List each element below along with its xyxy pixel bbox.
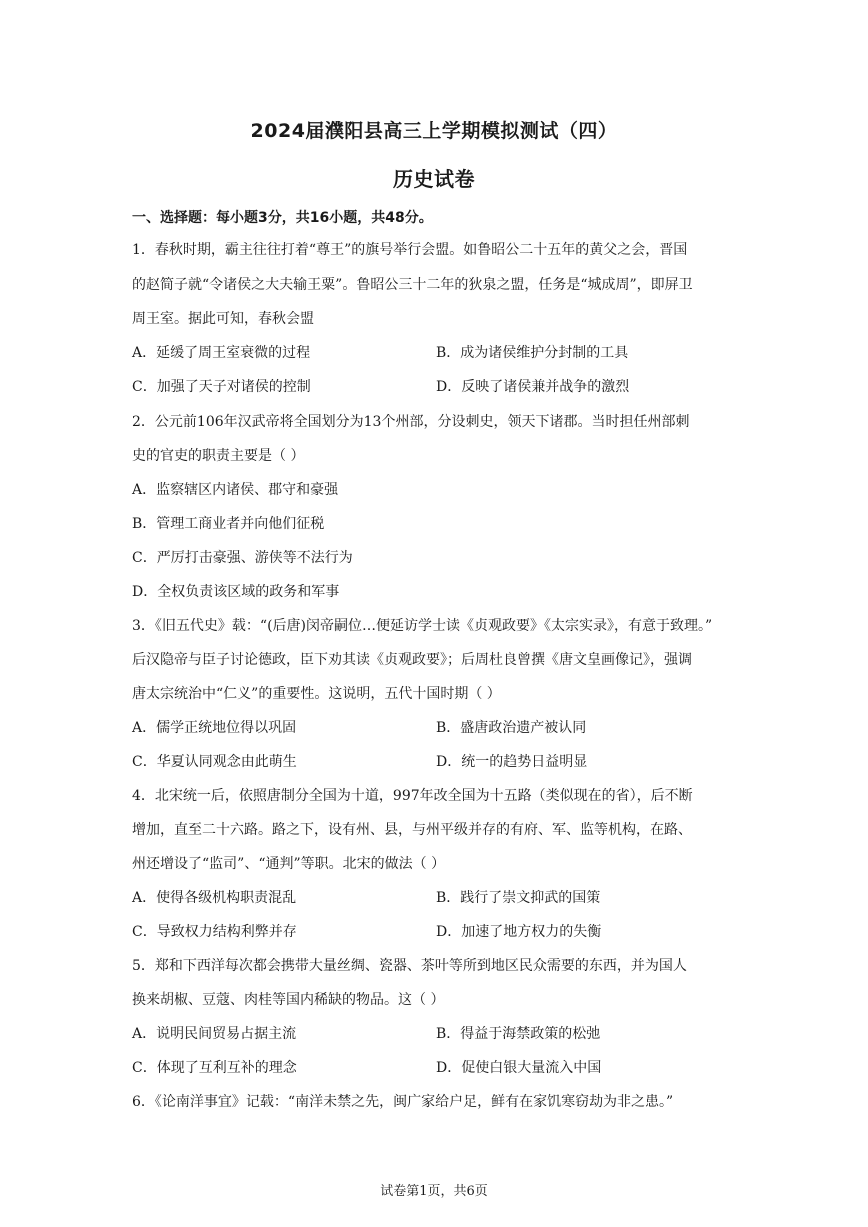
q4-option-a: A．使得各级机构职责混乱 [132,890,297,906]
q3-option-c: C．华夏认同观念由此萌生 [132,754,297,770]
q5-option-d: D．促使白银大量流入中国 [436,1060,602,1076]
q1-option-d: D．反映了诸侯兼并战争的激烈 [436,379,630,395]
q3-option-b: B．盛唐政治遗产被认同 [436,720,587,736]
exam-title: 2024届濮阳县高三上学期模拟测试（四） [250,120,618,142]
q3-option-a: A．儒学正统地位得以巩固 [132,720,297,736]
q1-option-b: B．成为诸侯维护分封制的工具 [436,345,629,361]
q4-option-c: C．导致权力结构利弊并存 [132,924,297,940]
q2-stem-line: 史的官吏的职责主要是（ ） [132,448,305,464]
q2-option-a: A．监察辖区内诸侯、郡守和豪强 [132,482,339,498]
q1-stem-line: 周王室。据此可知，春秋会盟 [132,311,314,327]
q1-stem-line: 的赵简子就“令诸侯之大夫输王粟”。鲁昭公三十二年的狄泉之盟，任务是“城成周”，即屏卫 [132,277,693,293]
q5-stem-line: 5．郑和下西洋每次都会携带大量丝绸、瓷器、茶叶等所到地区民众需要的东西，并为国人 [132,958,687,974]
q2-option-c: C．严厉打击豪强、游侠等不法行为 [132,550,353,566]
q4-option-d: D．加速了地方权力的失衡 [436,924,602,940]
page-footer: 试卷第1页，共6页 [380,1184,488,1199]
q5-option-a: A．说明民间贸易占据主流 [132,1026,297,1042]
exam-subject: 历史试卷 [393,167,475,191]
q3-stem-line: 后汉隐帝与臣子讨论德政，臣下劝其读《贞观政要》；后周杜良曾撰《唐文皇画像记》，强调 [132,652,692,668]
q1-option-a: A．延缓了周王室衰微的过程 [132,345,311,361]
q5-option-c: C．体现了互利互补的理念 [132,1060,297,1076]
q4-stem-line: 4．北宋统一后，依照唐制分全国为十道，997年改全国为十五路（类似现在的省），后不断 [132,788,693,804]
q2-stem-line: 2．公元前106年汉武帝将全国划分为13个州部，分设刺史，领天下诸郡。当时担任州部刺 [132,414,690,430]
q4-option-b: B．践行了崇文抑武的国策 [436,890,601,906]
q1-option-c: C．加强了天子对诸侯的控制 [132,379,311,395]
q6-stem-line: 6．《论南洋事宜》记载：“南洋未禁之先，闽广家给户足，鲜有在家饥寒窃劫为非之患。” [132,1094,674,1110]
q2-option-d: D．全权负责该区域的政务和军事 [132,584,340,600]
q3-option-d: D．统一的趋势日益明显 [436,754,588,770]
q3-stem-line: 3．《旧五代史》载：“(后唐)闵帝嗣位…便延访学士读《贞观政要》《太宗实录》，有意于致理。” [132,618,713,634]
q5-stem-line: 换来胡椒、豆蔻、肉桂等国内稀缺的物品。这（ ） [132,992,445,1008]
q1-stem-line: 1．春秋时期，霸主往往打着“尊王”的旗号举行会盟。如鲁昭公二十五年的黄父之会，晋国 [132,242,688,258]
q4-stem-line: 增加，直至二十六路。路之下，设有州、县，与州平级并存的有府、军、监等机构，在路、 [132,822,692,838]
section-heading: 一、选择题：每小题3分，共16小题，共48分。 [132,210,433,226]
q2-option-b: B．管理工商业者并向他们征税 [132,516,325,532]
q3-stem-line: 唐太宗统治中“仁义”的重要性。这说明，五代十国时期（ ） [132,686,501,702]
q5-option-b: B．得益于海禁政策的松弛 [436,1026,601,1042]
q4-stem-line: 州还增设了“监司”、“通判”等职。北宋的做法（ ） [132,856,446,872]
